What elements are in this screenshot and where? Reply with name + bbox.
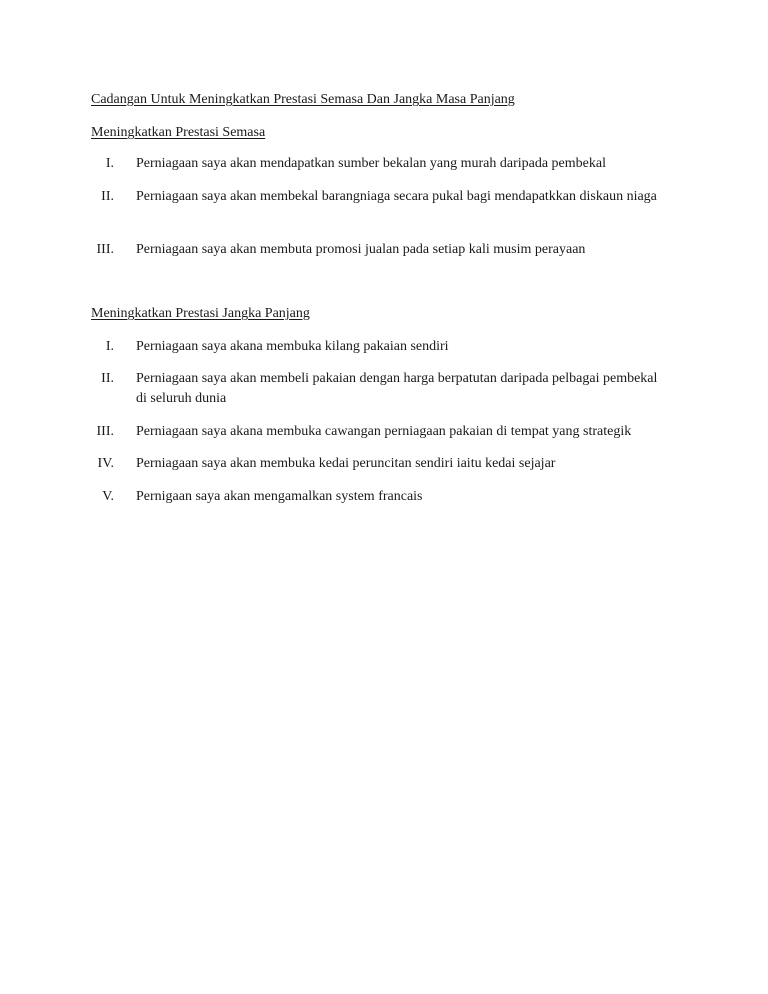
list-numeral: I. (105, 339, 114, 354)
list-item-text: Perniagaan saya akan mendapatkan sumber bekalan yang murah daripada pembekal (136, 156, 606, 171)
document-title: Cadangan Untuk Meningkatkan Prestasi Semasa Dan Jangka Masa Panjang (91, 92, 515, 107)
list-numeral: IV. (97, 456, 114, 471)
list-item-text: Perniagaan saya akan membeli pakaian dengan harga berpatutan daripada pelbagai pembekal di seluruh dunia (136, 371, 658, 406)
list-numeral: III. (96, 242, 114, 257)
list-item-text: Perniagaan saya akan membekal barangniaga secara pukal bagi mendapatkkan diskaun niaga (136, 189, 657, 204)
list-numeral: II. (101, 371, 114, 386)
list-item-text: Perniagaan saya akana membuka cawangan perniagaan pakaian di tempat yang strategik (136, 424, 632, 439)
list-numeral: II. (101, 189, 114, 204)
list-item-text: Perniagaan saya akan membuka kedai peruncitan sendiri iaitu kedai sejajar (136, 456, 556, 471)
list-item-text: Perniagaan saya akana membuka kilang pakaian sendiri (136, 339, 449, 354)
list-numeral: III. (96, 424, 114, 439)
list-numeral: I. (105, 156, 114, 171)
list-item-text: Perniagaan saya akan membuta promosi jualan pada setiap kali musim perayaan (136, 242, 586, 257)
section-heading-long-term: Meningkatkan Prestasi Jangka Panjang (91, 306, 310, 321)
section-heading-current: Meningkatkan Prestasi Semasa (91, 125, 266, 140)
list-numeral: V. (102, 489, 114, 504)
list-item-text: Pernigaan saya akan mengamalkan system francais (136, 489, 423, 504)
